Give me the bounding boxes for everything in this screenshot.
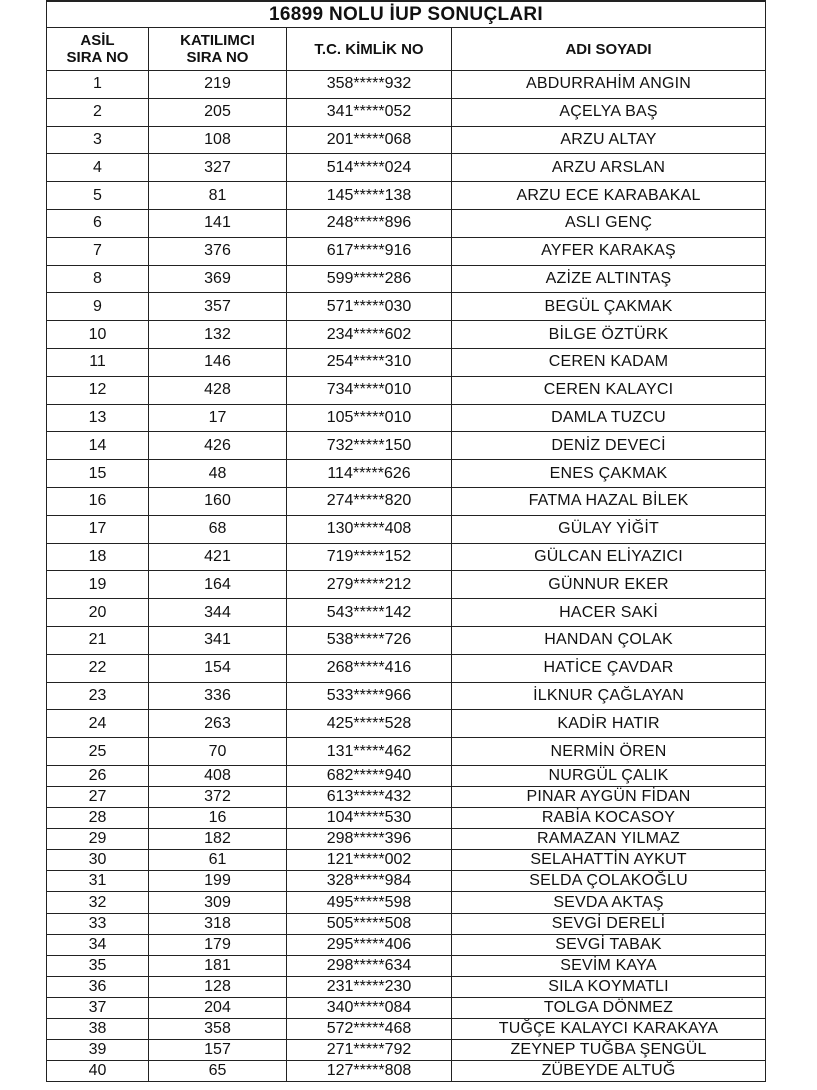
tc-kimlik-no-cell: 131*****462: [287, 738, 452, 766]
asil-sira-no-cell: 23: [47, 682, 149, 710]
katilimci-sira-no-cell: 70: [149, 738, 287, 766]
table-row: [47, 682, 766, 710]
asil-sira-no-cell: 26: [47, 765, 149, 786]
header-katilimci-sira-no: [149, 28, 287, 71]
tc-kimlik-no-cell: 271*****792: [287, 1040, 452, 1061]
table-row: [47, 209, 766, 237]
table-row: [47, 237, 766, 265]
tc-kimlik-no-cell: 613*****432: [287, 787, 452, 808]
adi-soyadi-cell: ASLI GENÇ: [452, 209, 766, 237]
asil-sira-no-cell: 33: [47, 913, 149, 934]
adi-soyadi-cell: FATMA HAZAL BİLEK: [452, 487, 766, 515]
header-adi-soyadi: ADI SOYADI: [452, 28, 766, 71]
adi-soyadi-cell: BEGÜL ÇAKMAK: [452, 293, 766, 321]
katilimci-sira-no-cell: 164: [149, 571, 287, 599]
katilimci-sira-no-cell: 108: [149, 126, 287, 154]
header-asil-line2: SIRA NO: [66, 49, 129, 66]
tc-kimlik-no-cell: 121*****002: [287, 850, 452, 871]
katilimci-sira-no-cell: 61: [149, 850, 287, 871]
katilimci-sira-no-cell: 157: [149, 1040, 287, 1061]
asil-sira-no-cell: 28: [47, 808, 149, 829]
tc-kimlik-no-cell: 505*****508: [287, 913, 452, 934]
adi-soyadi-cell: SELDA ÇOLAKOĞLU: [452, 871, 766, 892]
adi-soyadi-cell: GÜLCAN ELİYAZICI: [452, 543, 766, 571]
adi-soyadi-cell: AÇELYA BAŞ: [452, 98, 766, 126]
katilimci-sira-no-cell: 179: [149, 934, 287, 955]
adi-soyadi-cell: SELAHATTİN AYKUT: [452, 850, 766, 871]
asil-sira-no-cell: 7: [47, 237, 149, 265]
katilimci-sira-no-cell: 357: [149, 293, 287, 321]
adi-soyadi-cell: BİLGE ÖZTÜRK: [452, 321, 766, 349]
table-row: [47, 913, 766, 934]
adi-soyadi-cell: KADİR HATIR: [452, 710, 766, 738]
tc-kimlik-no-cell: 274*****820: [287, 487, 452, 515]
asil-sira-no-cell: 3: [47, 126, 149, 154]
katilimci-sira-no-cell: 341: [149, 626, 287, 654]
adi-soyadi-cell: ARZU ALTAY: [452, 126, 766, 154]
tc-kimlik-no-cell: 231*****230: [287, 976, 452, 997]
asil-sira-no-cell: 38: [47, 1019, 149, 1040]
asil-sira-no-cell: 34: [47, 934, 149, 955]
table-row: [47, 71, 766, 99]
adi-soyadi-cell: DENİZ DEVECİ: [452, 432, 766, 460]
adi-soyadi-cell: AZİZE ALTINTAŞ: [452, 265, 766, 293]
katilimci-sira-no-cell: 16: [149, 808, 287, 829]
katilimci-sira-no-cell: 65: [149, 1061, 287, 1082]
tc-kimlik-no-cell: 279*****212: [287, 571, 452, 599]
katilimci-sira-no-cell: 426: [149, 432, 287, 460]
katilimci-sira-no-cell: 81: [149, 182, 287, 210]
adi-soyadi-cell: SILA KOYMATLI: [452, 976, 766, 997]
table-row: [47, 955, 766, 976]
asil-sira-no-cell: 22: [47, 654, 149, 682]
asil-sira-no-cell: 31: [47, 871, 149, 892]
asil-sira-no-cell: 25: [47, 738, 149, 766]
adi-soyadi-cell: NERMİN ÖREN: [452, 738, 766, 766]
katilimci-sira-no-cell: 263: [149, 710, 287, 738]
tc-kimlik-no-cell: 599*****286: [287, 265, 452, 293]
katilimci-sira-no-cell: 336: [149, 682, 287, 710]
table-row: [47, 460, 766, 488]
adi-soyadi-cell: CEREN KALAYCI: [452, 376, 766, 404]
header-asil-sira-no: [47, 28, 149, 71]
tc-kimlik-no-cell: 533*****966: [287, 682, 452, 710]
tc-kimlik-no-cell: 538*****726: [287, 626, 452, 654]
katilimci-sira-no-cell: 428: [149, 376, 287, 404]
page-title: 16899 NOLU İUP SONUÇLARI: [47, 1, 766, 28]
tc-kimlik-no-cell: 298*****634: [287, 955, 452, 976]
tc-kimlik-no-cell: 298*****396: [287, 829, 452, 850]
katilimci-sira-no-cell: 358: [149, 1019, 287, 1040]
header-katilimci-line2: SIRA NO: [186, 49, 249, 66]
adi-soyadi-cell: GÜLAY YİĞİT: [452, 515, 766, 543]
asil-sira-no-cell: 32: [47, 892, 149, 913]
asil-sira-no-cell: 37: [47, 997, 149, 1018]
katilimci-sira-no-cell: 205: [149, 98, 287, 126]
adi-soyadi-cell: RABİA KOCASOY: [452, 808, 766, 829]
katilimci-sira-no-cell: 17: [149, 404, 287, 432]
table-row: [47, 1019, 766, 1040]
tc-kimlik-no-cell: 105*****010: [287, 404, 452, 432]
table-row: [47, 126, 766, 154]
tc-kimlik-no-cell: 734*****010: [287, 376, 452, 404]
adi-soyadi-cell: TUĞÇE KALAYCI KARAKAYA: [452, 1019, 766, 1040]
asil-sira-no-cell: 21: [47, 626, 149, 654]
adi-soyadi-cell: DAMLA TUZCU: [452, 404, 766, 432]
asil-sira-no-cell: 2: [47, 98, 149, 126]
table-row: [47, 1040, 766, 1061]
tc-kimlik-no-cell: 572*****468: [287, 1019, 452, 1040]
katilimci-sira-no-cell: 199: [149, 871, 287, 892]
table-row: [47, 571, 766, 599]
adi-soyadi-cell: HATİCE ÇAVDAR: [452, 654, 766, 682]
asil-sira-no-cell: 9: [47, 293, 149, 321]
table-row: [47, 787, 766, 808]
table-row: [47, 1061, 766, 1082]
katilimci-sira-no-cell: 376: [149, 237, 287, 265]
katilimci-sira-no-cell: 318: [149, 913, 287, 934]
katilimci-sira-no-cell: 128: [149, 976, 287, 997]
katilimci-sira-no-cell: 369: [149, 265, 287, 293]
tc-kimlik-no-cell: 682*****940: [287, 765, 452, 786]
table-row: [47, 543, 766, 571]
katilimci-sira-no-cell: 181: [149, 955, 287, 976]
table-row: [47, 934, 766, 955]
tc-kimlik-no-cell: 340*****084: [287, 997, 452, 1018]
katilimci-sira-no-cell: 141: [149, 209, 287, 237]
asil-sira-no-cell: 10: [47, 321, 149, 349]
katilimci-sira-no-cell: 219: [149, 71, 287, 99]
asil-sira-no-cell: 15: [47, 460, 149, 488]
table-row: [47, 98, 766, 126]
table-row: [47, 871, 766, 892]
katilimci-sira-no-cell: 309: [149, 892, 287, 913]
asil-sira-no-cell: 8: [47, 265, 149, 293]
asil-sira-no-cell: 27: [47, 787, 149, 808]
table-row: [47, 265, 766, 293]
adi-soyadi-cell: ABDURRAHİM ANGIN: [452, 71, 766, 99]
tc-kimlik-no-cell: 328*****984: [287, 871, 452, 892]
tc-kimlik-no-cell: 201*****068: [287, 126, 452, 154]
tc-kimlik-no-cell: 268*****416: [287, 654, 452, 682]
table-row: [47, 515, 766, 543]
table-row: [47, 293, 766, 321]
katilimci-sira-no-cell: 132: [149, 321, 287, 349]
table-row: [47, 487, 766, 515]
adi-soyadi-cell: AYFER KARAKAŞ: [452, 237, 766, 265]
table-row: [47, 738, 766, 766]
tc-kimlik-no-cell: 145*****138: [287, 182, 452, 210]
tc-kimlik-no-cell: 571*****030: [287, 293, 452, 321]
table-row: [47, 829, 766, 850]
tc-kimlik-no-cell: 543*****142: [287, 599, 452, 627]
katilimci-sira-no-cell: 146: [149, 348, 287, 376]
results-table: [46, 0, 766, 1082]
adi-soyadi-cell: ZÜBEYDE ALTUĞ: [452, 1061, 766, 1082]
katilimci-sira-no-cell: 160: [149, 487, 287, 515]
tc-kimlik-no-cell: 234*****602: [287, 321, 452, 349]
asil-sira-no-cell: 18: [47, 543, 149, 571]
tc-kimlik-no-cell: 114*****626: [287, 460, 452, 488]
table-row: [47, 404, 766, 432]
asil-sira-no-cell: 19: [47, 571, 149, 599]
asil-sira-no-cell: 12: [47, 376, 149, 404]
asil-sira-no-cell: 40: [47, 1061, 149, 1082]
table-row: [47, 808, 766, 829]
tc-kimlik-no-cell: 248*****896: [287, 209, 452, 237]
tc-kimlik-no-cell: 617*****916: [287, 237, 452, 265]
adi-soyadi-cell: ARZU ECE KARABAKAL: [452, 182, 766, 210]
katilimci-sira-no-cell: 344: [149, 599, 287, 627]
asil-sira-no-cell: 11: [47, 348, 149, 376]
tc-kimlik-no-cell: 495*****598: [287, 892, 452, 913]
table-row: [47, 348, 766, 376]
table-row: [47, 976, 766, 997]
adi-soyadi-cell: ENES ÇAKMAK: [452, 460, 766, 488]
adi-soyadi-cell: PINAR AYGÜN FİDAN: [452, 787, 766, 808]
asil-sira-no-cell: 1: [47, 71, 149, 99]
katilimci-sira-no-cell: 421: [149, 543, 287, 571]
table-row: [47, 850, 766, 871]
asil-sira-no-cell: 6: [47, 209, 149, 237]
header-row: [47, 28, 766, 71]
katilimci-sira-no-cell: 154: [149, 654, 287, 682]
adi-soyadi-cell: RAMAZAN YILMAZ: [452, 829, 766, 850]
katilimci-sira-no-cell: 327: [149, 154, 287, 182]
table-row: [47, 654, 766, 682]
header-katilimci-line1: KATILIMCI: [180, 32, 255, 49]
asil-sira-no-cell: 39: [47, 1040, 149, 1061]
table-row: [47, 997, 766, 1018]
katilimci-sira-no-cell: 48: [149, 460, 287, 488]
asil-sira-no-cell: 13: [47, 404, 149, 432]
table-row: [47, 710, 766, 738]
adi-soyadi-cell: TOLGA DÖNMEZ: [452, 997, 766, 1018]
asil-sira-no-cell: 24: [47, 710, 149, 738]
table-row: [47, 626, 766, 654]
asil-sira-no-cell: 14: [47, 432, 149, 460]
tc-kimlik-no-cell: 127*****808: [287, 1061, 452, 1082]
header-asil-line1: ASİL: [80, 32, 115, 49]
tc-kimlik-no-cell: 514*****024: [287, 154, 452, 182]
table-row: [47, 765, 766, 786]
asil-sira-no-cell: 29: [47, 829, 149, 850]
tc-kimlik-no-cell: 130*****408: [287, 515, 452, 543]
adi-soyadi-cell: İLKNUR ÇAĞLAYAN: [452, 682, 766, 710]
katilimci-sira-no-cell: 204: [149, 997, 287, 1018]
asil-sira-no-cell: 20: [47, 599, 149, 627]
katilimci-sira-no-cell: 182: [149, 829, 287, 850]
adi-soyadi-cell: CEREN KADAM: [452, 348, 766, 376]
title-row: [47, 1, 766, 28]
adi-soyadi-cell: GÜNNUR EKER: [452, 571, 766, 599]
table-row: [47, 432, 766, 460]
adi-soyadi-cell: SEVDA AKTAŞ: [452, 892, 766, 913]
tc-kimlik-no-cell: 425*****528: [287, 710, 452, 738]
katilimci-sira-no-cell: 408: [149, 765, 287, 786]
adi-soyadi-cell: SEVGİ TABAK: [452, 934, 766, 955]
table-row: [47, 154, 766, 182]
table-row: [47, 182, 766, 210]
tc-kimlik-no-cell: 295*****406: [287, 934, 452, 955]
asil-sira-no-cell: 35: [47, 955, 149, 976]
adi-soyadi-cell: NURGÜL ÇALIK: [452, 765, 766, 786]
table-row: [47, 599, 766, 627]
asil-sira-no-cell: 4: [47, 154, 149, 182]
adi-soyadi-cell: SEVİM KAYA: [452, 955, 766, 976]
tc-kimlik-no-cell: 732*****150: [287, 432, 452, 460]
tc-kimlik-no-cell: 104*****530: [287, 808, 452, 829]
tc-kimlik-no-cell: 341*****052: [287, 98, 452, 126]
tc-kimlik-no-cell: 254*****310: [287, 348, 452, 376]
header-tc-kimlik-no: T.C. KİMLİK NO: [287, 28, 452, 71]
asil-sira-no-cell: 17: [47, 515, 149, 543]
katilimci-sira-no-cell: 68: [149, 515, 287, 543]
asil-sira-no-cell: 5: [47, 182, 149, 210]
asil-sira-no-cell: 36: [47, 976, 149, 997]
adi-soyadi-cell: HACER SAKİ: [452, 599, 766, 627]
adi-soyadi-cell: ARZU ARSLAN: [452, 154, 766, 182]
asil-sira-no-cell: 16: [47, 487, 149, 515]
adi-soyadi-cell: ZEYNEP TUĞBA ŞENGÜL: [452, 1040, 766, 1061]
katilimci-sira-no-cell: 372: [149, 787, 287, 808]
tc-kimlik-no-cell: 719*****152: [287, 543, 452, 571]
table-row: [47, 376, 766, 404]
asil-sira-no-cell: 30: [47, 850, 149, 871]
tc-kimlik-no-cell: 358*****932: [287, 71, 452, 99]
table-row: [47, 321, 766, 349]
table-row: [47, 892, 766, 913]
adi-soyadi-cell: SEVGİ DERELİ: [452, 913, 766, 934]
adi-soyadi-cell: HANDAN ÇOLAK: [452, 626, 766, 654]
